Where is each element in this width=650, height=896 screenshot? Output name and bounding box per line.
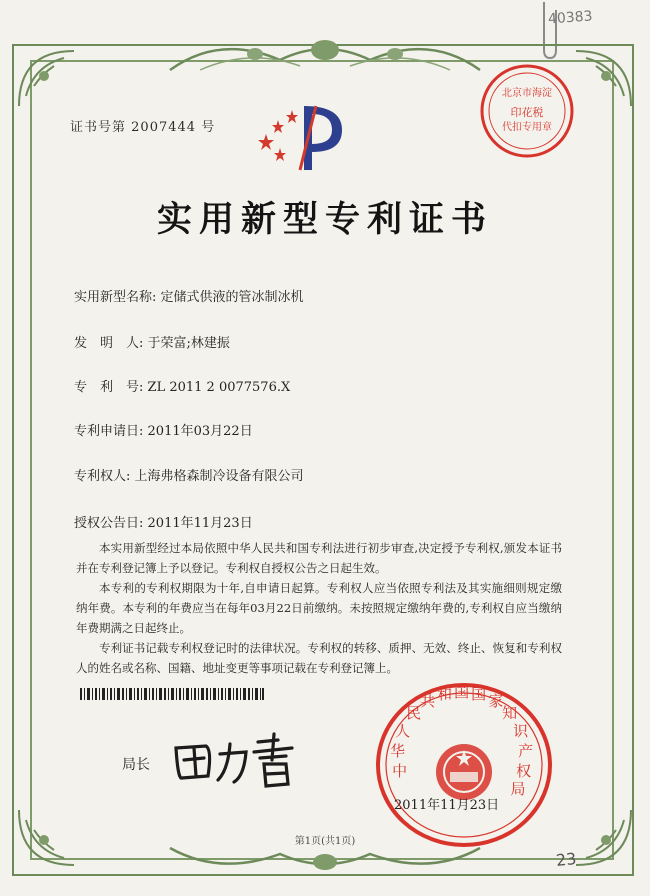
svg-text:代扣专用章: 代扣专用章 — [502, 122, 552, 133]
barcode — [80, 688, 264, 700]
handwritten-reference-number: 40383 — [547, 8, 594, 28]
inventor-value: 于荣富;林建振 — [147, 336, 230, 351]
handwritten-page-number: 23 — [555, 848, 578, 871]
sipo-logo — [256, 96, 354, 176]
grant-date-value: 2011年11月23日 — [147, 516, 253, 531]
svg-text:中 华 人 民: 中 华 人 民 共 和 国 国 家 知 识 产 权 局 — [390, 683, 534, 798]
field-inventor — [74, 332, 230, 351]
svg-text:印花税: 印花税 — [510, 106, 544, 119]
issue-date: 2011年11月23日 — [394, 798, 500, 813]
certificate-number-label: 证书号第 — [70, 120, 127, 135]
field-patentee — [74, 465, 304, 484]
patent-number-value: ZL 2011 2 0077576.X — [147, 380, 291, 395]
body-paragraph: 本专利的专利权期限为十年,自申请日起算。专利权人应当依照专利法及其实施细则规定缴纳年费。本专利的年费应当在每年03月22日前缴纳。未按照规定缴纳年费的,专利权自应当缴纳年费期满之日起终止。 — [76, 581, 562, 635]
filing-date-label: 专利申请日: — [74, 424, 144, 439]
utility-model-name-value: 定储式供液的管冰制冰机 — [160, 290, 304, 305]
certificate-title: 实用新型专利证书 — [156, 199, 493, 240]
field-patent-number — [74, 376, 290, 395]
top-ornament — [160, 30, 490, 82]
patentee-label: 专利权人: — [74, 469, 131, 484]
page-indicator: 第1页(共1页) — [294, 836, 356, 847]
certificate-body — [76, 538, 562, 678]
tax-stamp-seal — [478, 62, 576, 160]
field-grant-date — [74, 512, 253, 531]
patent-number-label: 专 利 号: — [74, 380, 144, 395]
certificate-number-value: 2007444 — [131, 120, 197, 135]
filing-date-value: 2011年03月22日 — [147, 424, 253, 439]
field-filing-date — [74, 420, 253, 439]
certificate-number-suffix: 号 — [201, 120, 216, 135]
utility-model-name-label: 实用新型名称: — [74, 290, 157, 305]
director-signature — [168, 730, 308, 790]
certificate-number — [70, 116, 215, 135]
corner-ornament-top-left — [14, 46, 84, 116]
field-utility-model-name — [74, 286, 304, 305]
patentee-value: 上海弗格森制冷设备有限公司 — [134, 469, 304, 484]
inventor-label: 发 明 人: — [74, 336, 144, 351]
corner-ornament-top-right — [566, 46, 636, 116]
body-paragraph: 专利证书记载专利权登记时的法律状况。专利权的转移、质押、无效、终止、恢复和专利权人的姓名或名称、国籍、地址变更等事项记载在专利登记簿上。 — [76, 641, 562, 675]
body-paragraph: 本实用新型经过本局依照中华人民共和国专利法进行初步审查,决定授予专利权,颁发本证书并在专利登记簿上予以登记。专利权自授权公告之日起生效。 — [76, 541, 562, 575]
svg-text:北京市海淀: 北京市海淀 — [502, 88, 552, 99]
sipo-official-seal — [372, 680, 556, 850]
director-label: 局长 — [122, 757, 150, 773]
grant-date-label: 授权公告日: — [74, 516, 144, 531]
